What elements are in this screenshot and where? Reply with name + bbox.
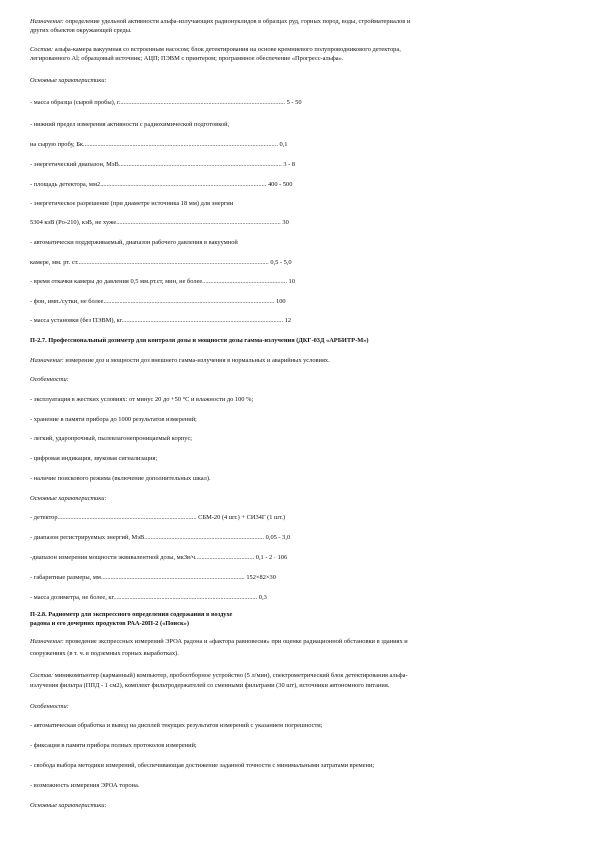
feature-line: - фиксация в памяти прибора полных протоколов измерений; <box>30 742 197 749</box>
field-label: Назначение: <box>30 638 64 645</box>
spec-line: - масса установки (без ПЭВМ), кг..................................................................................................... 12 <box>30 317 292 324</box>
text-line <box>30 45 575 54</box>
section-heading: Особенности: <box>30 703 69 710</box>
feature-line: - эксплуатация в жестких условиях: от минус 20 до +50 °С и влажности до 100 %; <box>30 396 254 403</box>
spec-line: камере, мм. рт. ст........................................................................................................................ 0,5 - 5,0 <box>30 259 292 266</box>
field-text: определение удельной активности альфа-излучающих радионуклидов в образцах руд, горных пород, воды, стройматериалов и <box>63 18 411 25</box>
feature-line: - автоматическая обработка и вывод на дисплей текущих результатов измерений с указанием погрешности; <box>30 722 323 729</box>
text-line <box>30 17 575 26</box>
spec-line: 5304 кэВ (Po-210), кэВ, не хуже....................................................................................................... 30 <box>30 219 289 226</box>
field-text: измерение доз и мощности доз внешнего гамма-излучения в нормальных и аварийных условиях. <box>63 357 330 364</box>
spec-line: - автоматически поддерживаемый, диапазон рабочего давления в вакуумной <box>30 239 238 246</box>
field-text: миникомпьютер (карманный) компьютер, пробоотборное устройство (5 л/мин), спектрометрический блок детектирования альфа- <box>53 672 408 679</box>
feature-line: - легкий, ударопрочный, пылевлагонепроницаемый корпус; <box>30 435 193 442</box>
item-heading: П-2.8. Радиометр для экспрессного определения содержания в воздухе <box>30 611 233 618</box>
section-heading: Основные характеристики: <box>30 802 107 809</box>
text-line: других объектов окружающей среды. <box>30 27 132 34</box>
text-line: легированного Al; образцовый источник; АЦП; ПЭВМ с принтером; программное обеспечение «Прогресс-альфа». <box>30 55 344 62</box>
section-heading: Основные характеристики: <box>30 495 107 502</box>
feature-line: - наличие поискового режима (включение дополнительных шкал). <box>30 475 211 482</box>
spec-line: - диапазон регистрируемых энергий, МэВ........................................................................... 0,05 - 3,0 <box>30 534 291 541</box>
spec-line: - нижний предел измерения активности с радиохимической подготовкой, <box>30 121 230 128</box>
section-heading: Основные характеристики: <box>30 77 107 84</box>
spec-line: - габаритные размеры, мм.......................................................................................... 152×82×30 <box>30 574 276 581</box>
text-line <box>30 356 575 365</box>
spec-line: -диапазон измерения мощности эквивалентной дозы, мкЗв/ч..................................... 0,1 - 2 · 106 <box>30 554 288 561</box>
text-line: излучения фильтра (ППД - 1 см2), комплект фильтродержателей со сменными фильтрами (30 шт), источники автономного питания. <box>30 682 390 689</box>
spec-line: - детектор....................................................................................... СБМ-20 (4 шт.) + СИ34Г (1 шт.) <box>30 514 286 521</box>
spec-line: на сырую пробу, Бк.......................................................................................................................... 0,1 <box>30 141 288 148</box>
spec-line: - масса дозиметра, не более, кг.......................................................................................... 0,3 <box>30 594 267 601</box>
spec-line: - масса образца (сырой пробы), г........................................................................................................ 5 - 50 <box>30 99 302 106</box>
feature-line: - свобода выбора методики измерений, обеспечивающая достижение заданной точности с минимальными затратами времени; <box>30 762 375 769</box>
field-label: Назначение: <box>30 357 64 364</box>
spec-line: - время откачки камеры до давления 0,5 мм.рт.ст, мин, не более..................................................... 10 <box>30 278 295 285</box>
field-text: альфа-камера вакуумная со встроенным насосом; блок детектирования на основе кремниевого полупроводникового детектора, <box>53 46 401 53</box>
item-heading: П-2.7. Профессиональный дозиметр для контроля дозы и мощности дозы гамма-излучения (ДКГ-03Д «АРБИТР-М») <box>30 337 369 344</box>
feature-line: - цифровая индикация, звуковая сигнализация; <box>30 455 158 462</box>
text-line <box>30 637 575 646</box>
field-label: Состав: <box>30 46 54 53</box>
spec-line: - площадь детектора, мм2........................................................................................................ 400 - 500 <box>30 181 293 188</box>
section-heading: Особенности: <box>30 376 69 383</box>
field-label: Состав: <box>30 672 54 679</box>
feature-line: - возможность измерения ЭРОА торона. <box>30 782 140 789</box>
text-line <box>30 671 575 680</box>
field-label: Назначение: <box>30 18 64 25</box>
spec-line: - фон, имп./сутки, не более........................................................................................................... 100 <box>30 298 286 305</box>
spec-line: - энергетическое разрешение (при диаметре источника 18 мм) для энергии <box>30 200 234 207</box>
spec-line: - энергетический диапазон, МэВ...................................................................................................... 3 - 8 <box>30 161 296 168</box>
feature-line: - хранение в памяти прибора до 1000 результатов измерений; <box>30 416 197 423</box>
item-heading: радона и его дочерних продуктов РАА-20П-2 («Поиск») <box>30 620 189 627</box>
field-text: проведение экспрессных измерений ЭРОА радона и «фактора равновесия» при оценке радиационной обстановки в зданиях и <box>63 638 408 645</box>
text-line: сооружениях (в т. ч. в подземных горных выработках). <box>30 650 179 657</box>
